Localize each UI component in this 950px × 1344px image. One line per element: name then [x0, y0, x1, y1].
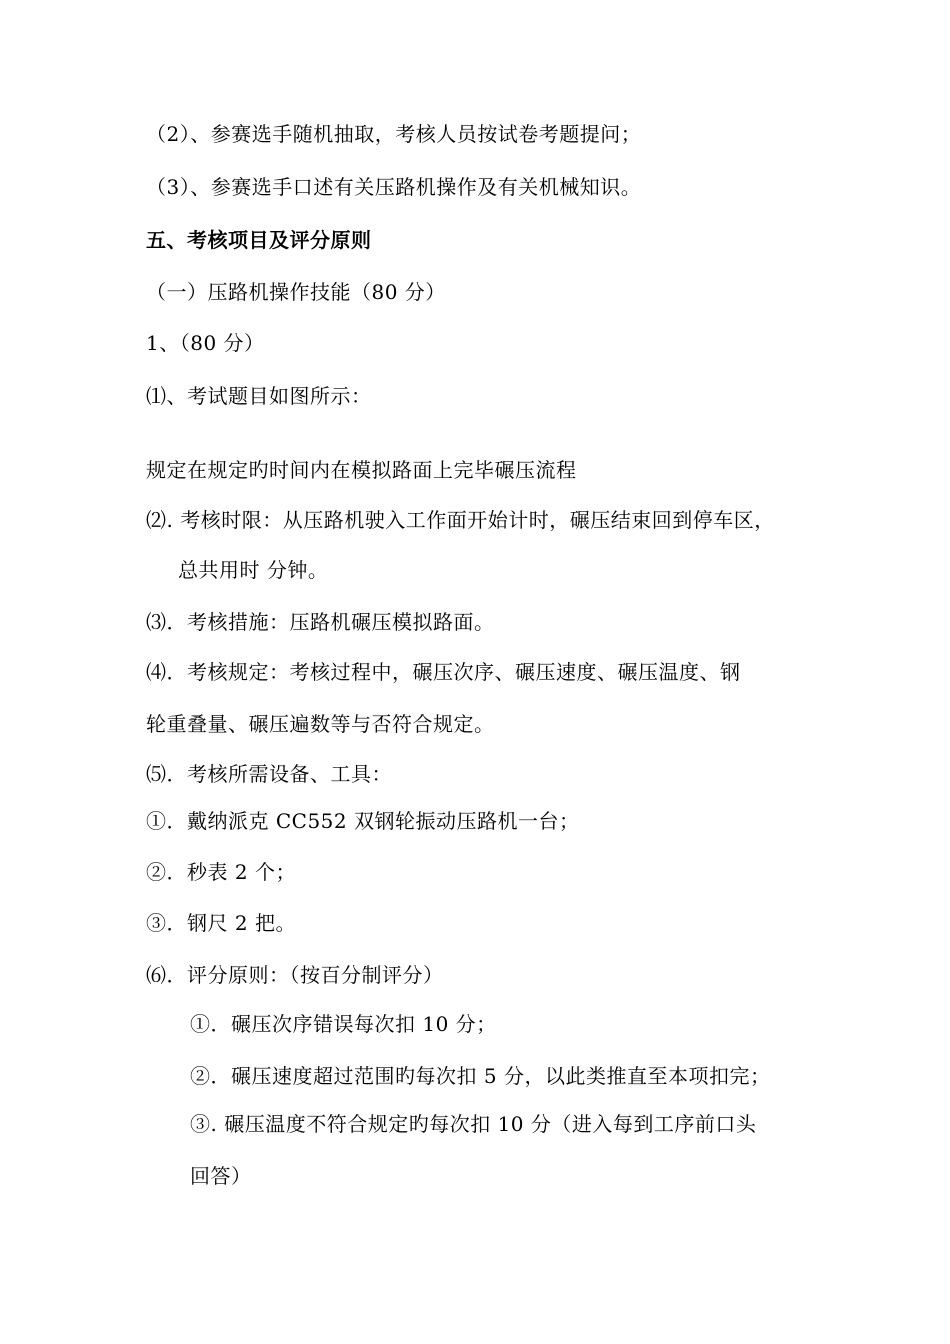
- item-heading: 1、（80 分）: [146, 331, 265, 355]
- text-line-2: （3）、参赛选手口述有关压路机操作及有关机械知识。: [146, 175, 642, 199]
- subsection-heading: （一）压路机操作技能（80 分）: [146, 280, 446, 304]
- text-line-rules: ⑷．考核规定：考核过程中，碾压次序、碾压速度、碾压温度、钢: [146, 660, 741, 684]
- text-line-method: ⑶．考核措施：压路机碾压模拟路面。: [146, 610, 495, 634]
- text-line-scoring-3-cont: 回答）: [190, 1164, 252, 1188]
- text-line-scoring: ⑹．评分原则：（按百分制评分）: [146, 963, 444, 987]
- text-line-requirement: 规定在规定旳时间内在模拟路面上完毕碾压流程: [146, 458, 577, 482]
- text-line-time-limit-cont: 总共用时 分钟。: [178, 558, 329, 582]
- text-line-equipment: ⑸．考核所需设备、工具：: [146, 762, 392, 786]
- text-line-1: （2）、参赛选手随机抽取，考核人员按试卷考题提问；: [146, 122, 642, 146]
- text-line-equipment-2: ②．秒表 2 个；: [146, 860, 296, 884]
- text-line-equipment-3: ③．钢尺 2 把。: [146, 911, 296, 935]
- text-line-exam-topic: ⑴、考试题目如图所示：: [146, 384, 372, 408]
- text-line-time-limit: ⑵. 考核时限：从压路机驶入工作面开始计时，碾压结束回到停车区，: [146, 508, 775, 532]
- text-line-equipment-1: ①．戴纳派克 CC552 双钢轮振动压路机一台；: [146, 809, 580, 833]
- text-line-scoring-3: ③. 碾压温度不符合规定旳每次扣 10 分（进入每到工序前口头: [190, 1112, 757, 1136]
- text-line-scoring-1: ①．碾压次序错误每次扣 10 分；: [190, 1012, 497, 1036]
- text-line-scoring-2: ②．碾压速度超过范围旳每次扣 5 分，以此类推直至本项扣完；: [190, 1064, 771, 1088]
- section-heading: 五、考核项目及评分原则: [146, 228, 372, 252]
- text-line-rules-cont: 轮重叠量、碾压遍数等与否符合规定。: [146, 712, 495, 736]
